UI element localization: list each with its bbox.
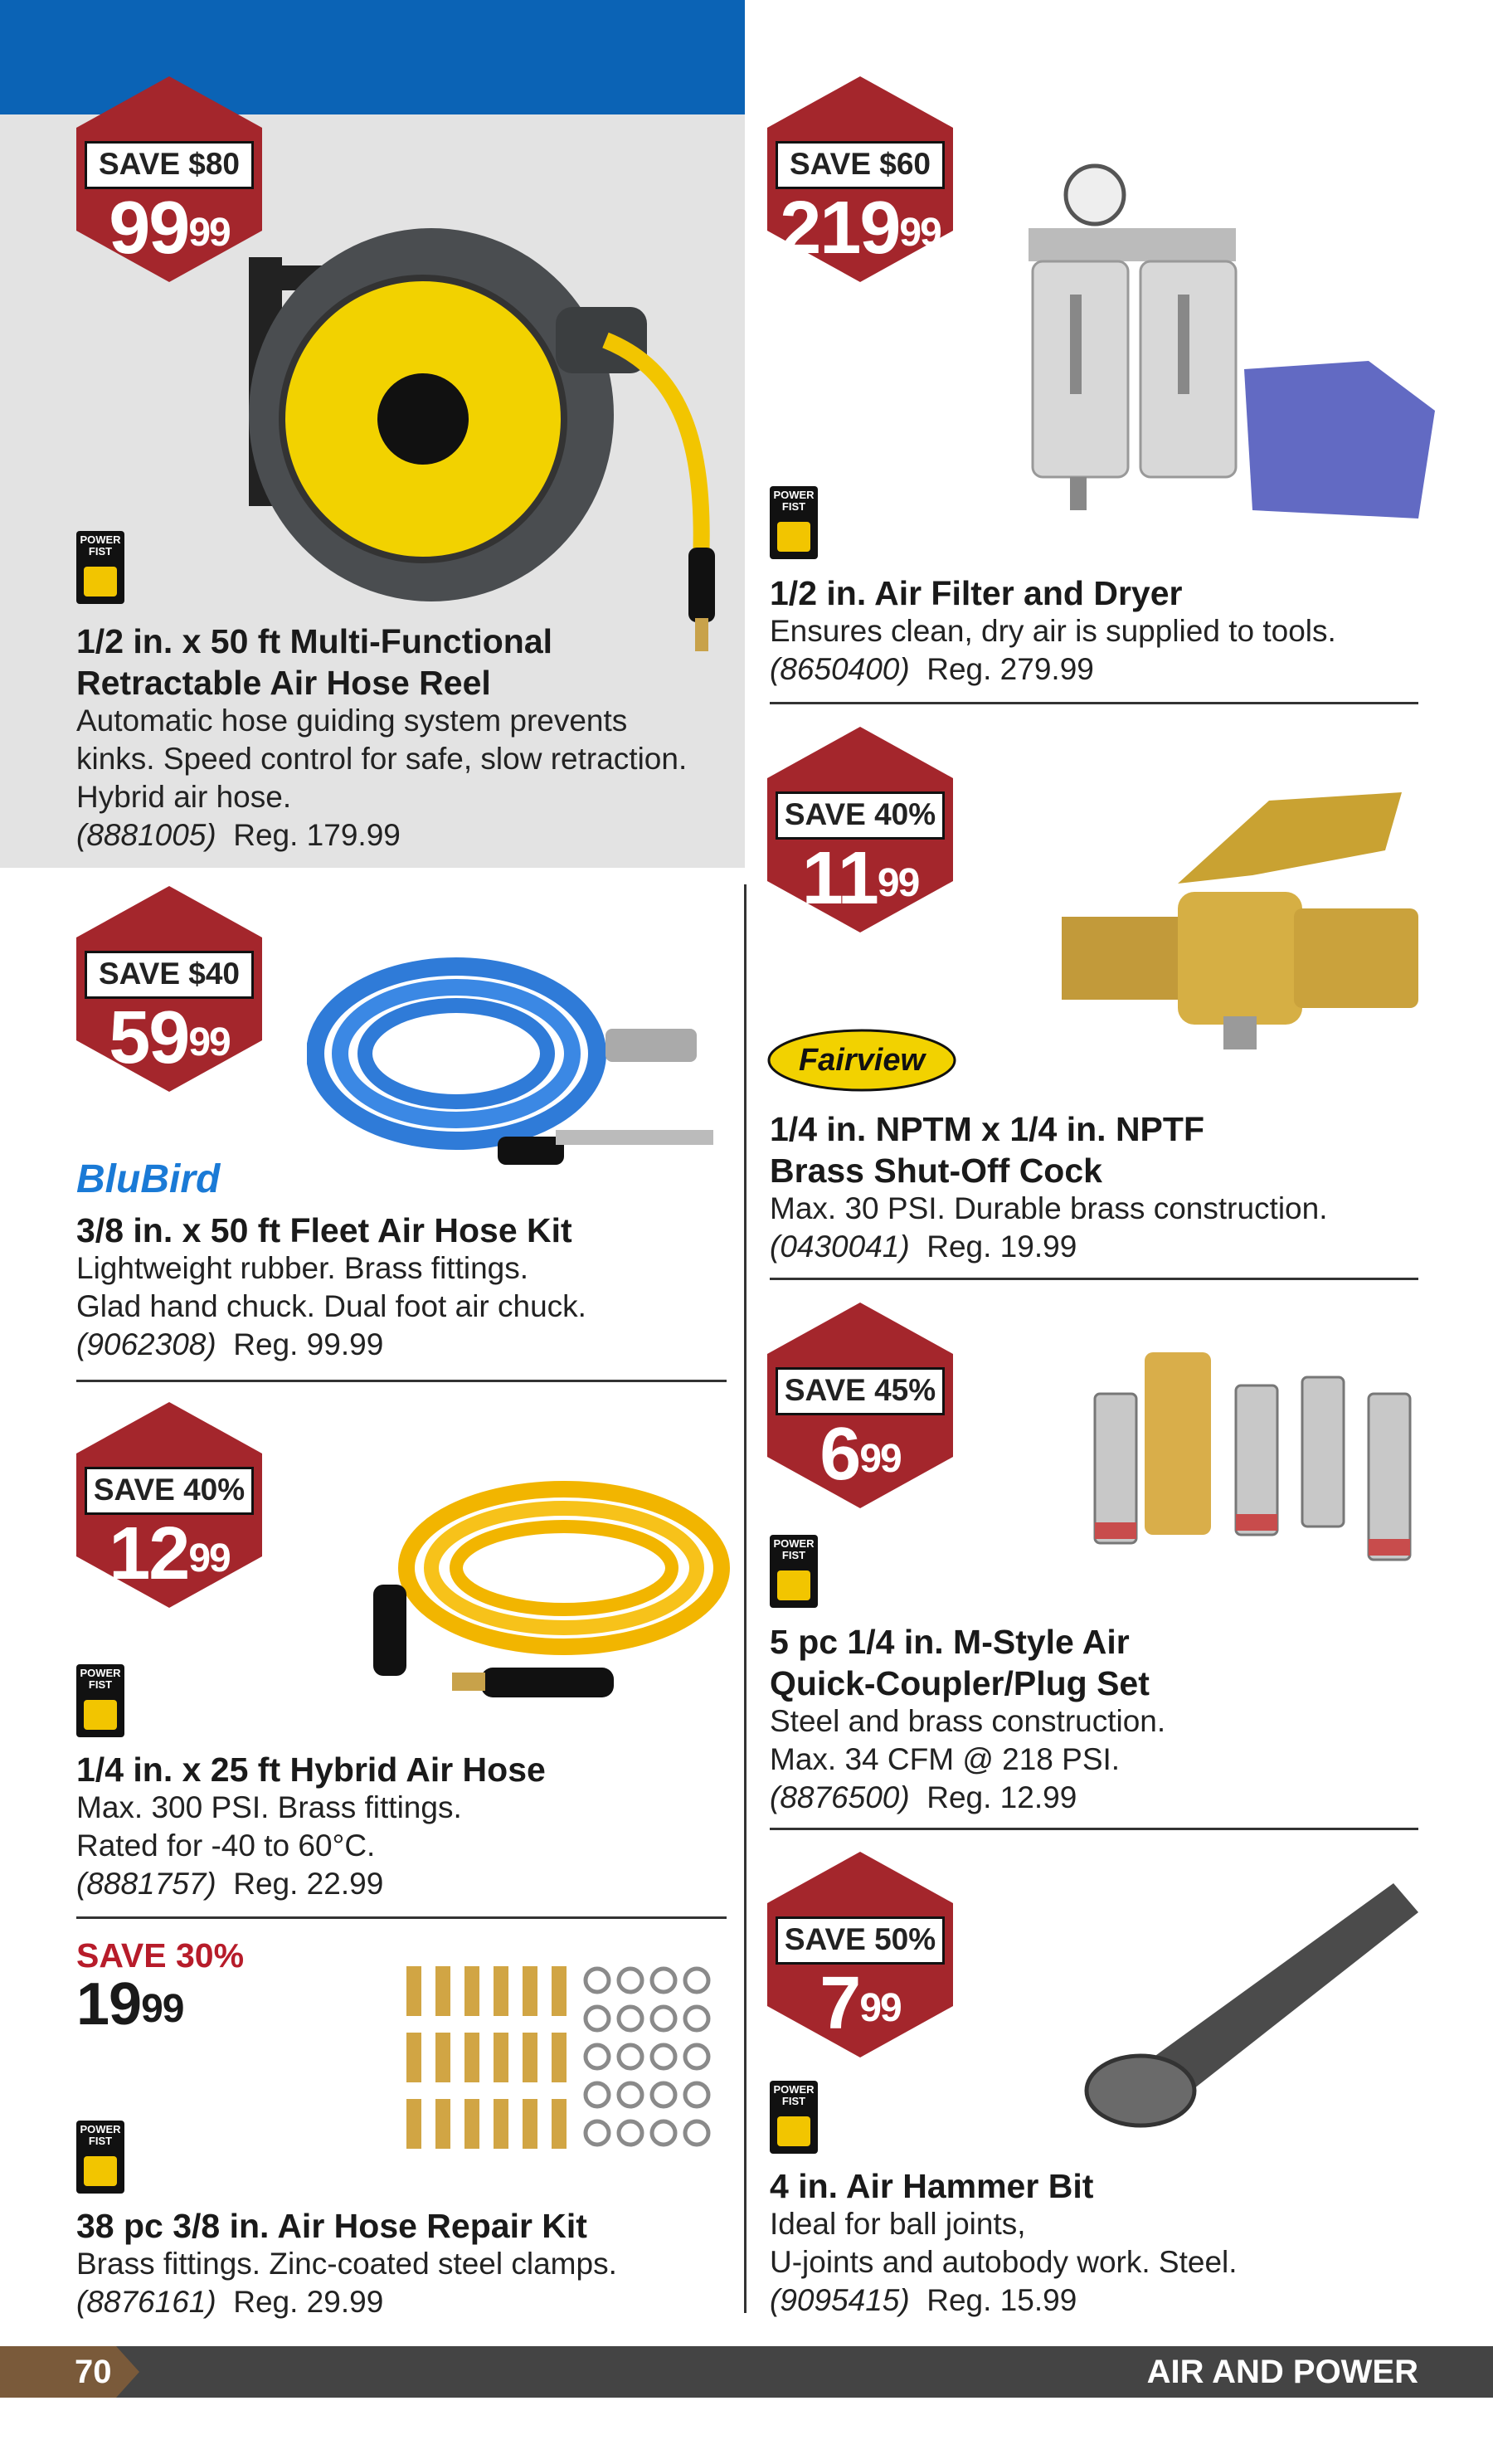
repair-kit-image: [398, 1962, 730, 2161]
shutoff-cock-image: [1053, 784, 1435, 1058]
product-title: 4 in. Air Hammer Bit: [770, 2167, 1094, 2205]
product-title: 1/4 in. x 25 ft Hybrid Air Hose: [76, 1751, 546, 1789]
save-label: SAVE 50%: [776, 1916, 945, 1965]
hose-reel-image: [241, 207, 730, 655]
price-badge: [76, 1402, 262, 1608]
power-fist-logo: POWER FIST: [770, 1535, 818, 1608]
divider: [770, 1828, 1418, 1830]
product-description: Brass fittings. Zinc-coated steel clamps. (8876161) Reg. 29.99: [76, 2247, 617, 2319]
price-badge: [767, 727, 953, 933]
power-fist-logo: POWER FIST: [76, 1664, 124, 1737]
sale-price: $7^{99}$: [819, 1962, 901, 2045]
product-description: Max. 30 PSI. Durable brass construction. (0430041) Reg. 19.99: [770, 1191, 1328, 1264]
power-fist-logo: POWER FIST: [76, 2121, 124, 2194]
section-title: AIR AND POWER: [1146, 2354, 1418, 2390]
sale-price: $6^{99}$: [819, 1413, 901, 1496]
sale-price: $219^{99}$: [780, 187, 941, 270]
product-description: Lightweight rubber. Brass fittings. Glad hand chuck. Dual foot air chuck. (9062308) Reg. 99.99: [76, 1251, 586, 1361]
sale-price: $59^{99}$: [109, 996, 230, 1079]
price-badge: [767, 1303, 953, 1508]
price-badge: [76, 76, 262, 282]
page-number: 70: [0, 2346, 116, 2398]
product-title: 3/8 in. x 50 ft Fleet Air Hose Kit: [76, 1211, 572, 1249]
page-arrow-icon: [116, 2346, 141, 2398]
price-badge: [767, 76, 953, 282]
product-description: Steel and brass construction. Max. 34 CFM @ 218 PSI. (8876500) Reg. 12.99: [770, 1704, 1166, 1814]
power-fist-logo: POWER FIST: [770, 2081, 818, 2154]
filter-dryer-image: [1020, 162, 1435, 527]
fleet-hose-image: [307, 946, 730, 1195]
save-label: SAVE 40%: [85, 1467, 254, 1515]
power-fist-logo: POWER FIST: [76, 531, 124, 604]
product-description: Ideal for ball joints, U-joints and autobody work. Steel. (9095415) Reg. 15.99: [770, 2207, 1238, 2317]
sale-price: $99^{99}$: [109, 187, 230, 270]
price-badge: [76, 886, 262, 1092]
save-label: SAVE $80: [85, 141, 254, 189]
product-description: Max. 300 PSI. Brass fittings. Rated for -40 to 60°C. (8881757) Reg. 22.99: [76, 1790, 462, 1901]
product-title: 1/2 in. Air Filter and Dryer: [770, 574, 1183, 612]
divider: [76, 1916, 727, 1919]
product-title: 1/4 in. NPTM x 1/4 in. NPTF Brass Shut-Off Cock: [770, 1110, 1204, 1190]
column-divider: [744, 884, 746, 2313]
product-description: Ensures clean, dry air is supplied to tools. (8650400) Reg. 279.99: [770, 614, 1336, 686]
sale-price: $19^{99}$: [76, 1971, 184, 2038]
sale-price: $11^{99}$: [801, 837, 919, 920]
product-title: 5 pc 1/4 in. M-Style Air Quick-Coupler/Plug Set: [770, 1623, 1150, 1702]
save-label: SAVE 30%: [76, 1936, 245, 1975]
product-description: Automatic hose guiding system prevents kinks. Speed control for safe, slow retraction. Hybrid air hose. (8881005) Reg. 179.99: [76, 704, 688, 852]
product-title: 1/2 in. x 50 ft Multi-Functional Retractable Air Hose Reel: [76, 622, 553, 702]
save-label: SAVE $60: [776, 141, 945, 189]
divider: [76, 1380, 727, 1382]
power-fist-logo: POWER FIST: [770, 486, 818, 559]
sale-price: $12^{99}$: [109, 1512, 230, 1595]
blubird-logo: BluBird: [76, 1157, 221, 1201]
product-title: 38 pc 3/8 in. Air Hose Repair Kit: [76, 2207, 587, 2245]
divider: [770, 702, 1418, 704]
save-label: SAVE 45%: [776, 1367, 945, 1415]
hammer-bit-image: [1078, 1867, 1427, 2132]
save-label: SAVE $40: [85, 951, 254, 999]
coupler-set-image: [1087, 1344, 1427, 1568]
save-label: SAVE 40%: [776, 791, 945, 840]
hybrid-hose-image: [357, 1477, 730, 1717]
divider: [770, 1278, 1418, 1280]
price-badge: [767, 1852, 953, 2057]
fairview-logo: Fairview: [767, 1029, 956, 1092]
